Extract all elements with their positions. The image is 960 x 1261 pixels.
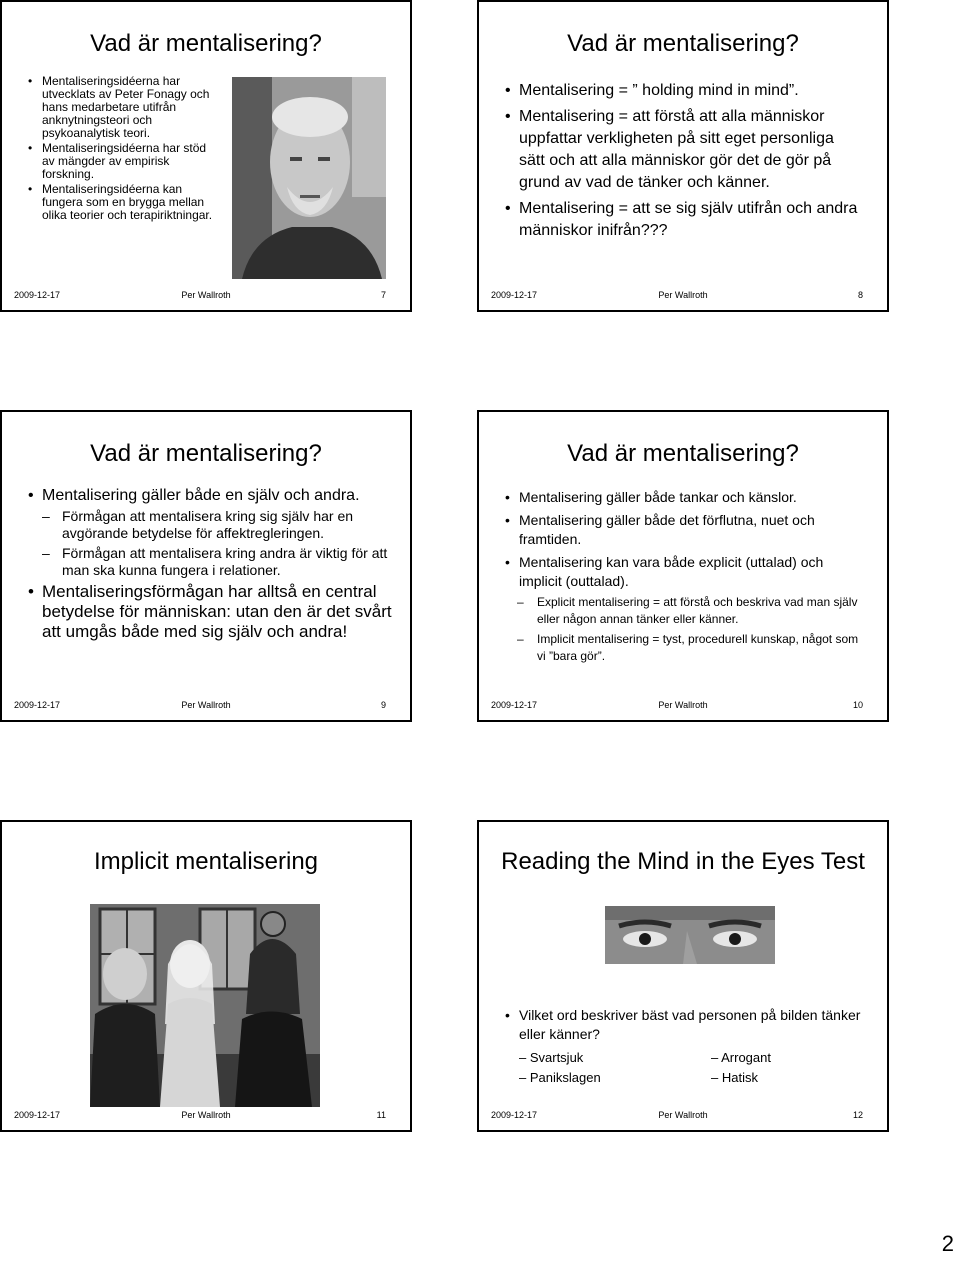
sub-bullet-item: – Explicit mentalisering = att förstå och beskriva vad man själv eller någon annan tänker eller känner. [537,594,869,628]
slide-10 [477,410,889,722]
slide-11 [0,820,412,1132]
footer-slide-number: 7 [380,290,386,300]
sub-bullet-list [42,508,392,579]
slide-title: Vad är mentalisering? [567,440,799,467]
footer-date: 2009-12-17 [491,290,538,300]
footer-date: 2009-12-17 [14,1110,61,1120]
bullet-item: • Mentaliseringsidéerna har utvecklats av Peter Fonagy och hans medarbetare utifrån anknytningsteori och psykoanalytisk teori. [42,75,222,140]
footer-author: Per Wallroth [181,290,231,300]
sub-bullet-item: – Implicit mentalisering = tyst, procedurell kunskap, något som vi ”bara gör”. [537,631,869,665]
bullet-item [42,486,392,579]
slide-footer [479,1110,887,1124]
bullet-list [42,75,222,222]
bullet-text: Mentalisering gäller både en själv och andra. [42,487,360,504]
sub-bullet-item: – Förmågan att mentalisera kring sig själv har en avgörande betydelse för affektregleringen. [62,508,392,542]
footer-date: 2009-12-17 [14,290,61,300]
slide-footer [479,290,887,304]
footer-author: Per Wallroth [658,700,708,710]
slide-title: Vad är mentalisering? [567,30,799,57]
bullet-item: • Vilket ord beskriver bäst vad personen på bilden tänker eller känner? [519,1006,869,1044]
group-photo [90,904,320,1107]
slide-title: Reading the Mind in the Eyes Test [501,848,865,875]
answer-option: – Svartsjuk [519,1050,584,1065]
slide-7 [0,0,412,312]
footer-author: Per Wallroth [658,1110,708,1120]
slide-title: Vad är mentalisering? [90,30,322,57]
bullet-item [519,553,869,665]
slide-9 [0,410,412,722]
footer-date: 2009-12-17 [491,700,538,710]
sub-bullet-item: – Förmågan att mentalisera kring andra är viktig för att man ska kunna fungera i relationer. [62,545,392,579]
footer-date: 2009-12-17 [491,1110,538,1120]
bullet-list [42,486,392,642]
bullet-item: • Mentaliseringsidéerna kan fungera som en brygga mellan olika teorier och terapiriktningar. [42,183,222,222]
bullet-item: • Mentaliseringsförmågan har alltså en central betydelse för människan: utan den är det svårt att umgås både med sig själv och andra! [42,582,392,642]
bullet-list [519,1006,869,1044]
slide-footer [2,290,410,304]
footer-date: 2009-12-17 [14,700,61,710]
answer-option-label: Hatisk [721,1070,758,1085]
eyes-photo [605,906,775,964]
answer-option-label: Svartsjuk [529,1050,584,1065]
bullet-list [519,488,869,665]
answer-option: – Panikslagen [519,1070,601,1085]
bullet-item: • Mentaliseringsidéerna har stöd av mängder av empirisk forskning. [42,142,222,181]
footer-author: Per Wallroth [658,290,708,300]
answer-option-label: Panikslagen [529,1070,601,1085]
footer-author: Per Wallroth [181,700,231,710]
slide-footer [479,700,887,714]
slide-8 [477,0,889,312]
bullet-item: • Mentalisering gäller både det förflutna, nuet och framtiden. [519,511,869,549]
footer-slide-number: 10 [852,700,863,710]
footer-slide-number: 11 [376,1110,386,1120]
bullet-text: Mentalisering kan vara både explicit (uttalad) och implicit (outtalad). [519,554,824,589]
bullet-item: • Mentalisering = att förstå att alla människor uppfattar verkligheten på sitt eget personliga sätt och att alla människor gör det de gör på grund av vad de tänker och känner. [519,106,864,194]
bullet-item: • Mentalisering = att se sig själv utifrån och andra människor inifrån??? [519,198,864,242]
answer-option-label: Arrogant [721,1050,771,1065]
answer-option: – Arrogant [711,1050,771,1065]
footer-author: Per Wallroth [181,1110,231,1120]
slide-12 [477,820,889,1132]
footer-slide-number: 8 [857,290,863,300]
slide-title: Implicit mentalisering [93,848,319,875]
footer-slide-number: 12 [852,1110,863,1120]
bullet-item: • Mentalisering gäller både tankar och känslor. [519,488,869,507]
slide-footer [2,700,410,714]
portrait-photo [232,77,386,279]
sub-bullet-list [519,594,869,665]
footer-slide-number: 9 [380,700,386,710]
page-number: 2 [941,1231,954,1256]
slide-footer [2,1110,410,1124]
answer-option: – Hatisk [711,1070,758,1085]
bullet-list [519,80,864,242]
bullet-item: • Mentalisering = ” holding mind in mind”. [519,80,864,102]
slide-title: Vad är mentalisering? [90,440,322,467]
